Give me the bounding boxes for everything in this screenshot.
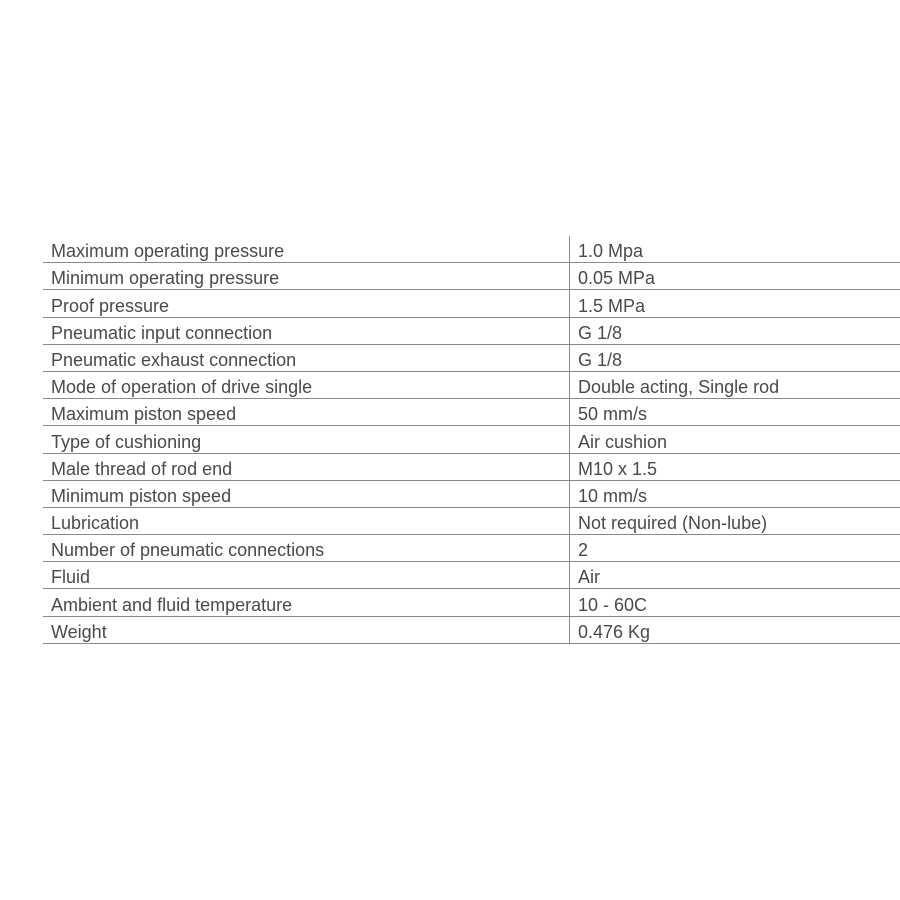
table-row (43, 317, 900, 344)
value-cell: Double acting, Single rod (570, 371, 900, 398)
value-cell: 2 (570, 535, 900, 562)
value-cell: M10 x 1.5 (570, 453, 900, 480)
value-cell: Air (570, 562, 900, 589)
parameter-cell: Number of pneumatic connections (43, 535, 570, 562)
parameter-cell: Ambient and fluid temperature (43, 589, 570, 616)
parameter-cell: Fluid (43, 562, 570, 589)
table-row (43, 480, 900, 507)
table-row (43, 263, 900, 290)
parameter-cell: Maximum piston speed (43, 399, 570, 426)
table-row (43, 616, 900, 643)
table-row (43, 507, 900, 534)
parameter-cell: Minimum operating pressure (43, 263, 570, 290)
table-row (43, 290, 900, 317)
parameter-cell: Male thread of rod end (43, 453, 570, 480)
parameter-cell: Lubrication (43, 507, 570, 534)
parameter-cell: Proof pressure (43, 290, 570, 317)
table-row (43, 236, 900, 263)
table-row (43, 453, 900, 480)
value-cell: 10 mm/s (570, 480, 900, 507)
value-cell: 1.5 MPa (570, 290, 900, 317)
value-cell: 0.05 MPa (570, 263, 900, 290)
table-row (43, 562, 900, 589)
table-row (43, 426, 900, 453)
value-cell: G 1/8 (570, 317, 900, 344)
parameter-cell: Weight (43, 616, 570, 643)
parameter-cell: Maximum operating pressure (43, 236, 570, 263)
parameter-cell: Pneumatic exhaust connection (43, 344, 570, 371)
table-row (43, 371, 900, 398)
parameter-cell: Type of cushioning (43, 426, 570, 453)
value-cell: 0.476 Kg (570, 616, 900, 643)
table-row (43, 535, 900, 562)
table-row (43, 344, 900, 371)
value-cell: 50 mm/s (570, 399, 900, 426)
value-cell: 10 - 60C (570, 589, 900, 616)
value-cell: Not required (Non-lube) (570, 507, 900, 534)
table-row (43, 589, 900, 616)
spec-table (43, 236, 900, 644)
value-cell: 1.0 Mpa (570, 236, 900, 263)
parameter-cell: Pneumatic input connection (43, 317, 570, 344)
value-cell: Air cushion (570, 426, 900, 453)
parameter-cell: Minimum piston speed (43, 480, 570, 507)
table-row (43, 399, 900, 426)
parameter-cell: Mode of operation of drive single (43, 371, 570, 398)
value-cell: G 1/8 (570, 344, 900, 371)
